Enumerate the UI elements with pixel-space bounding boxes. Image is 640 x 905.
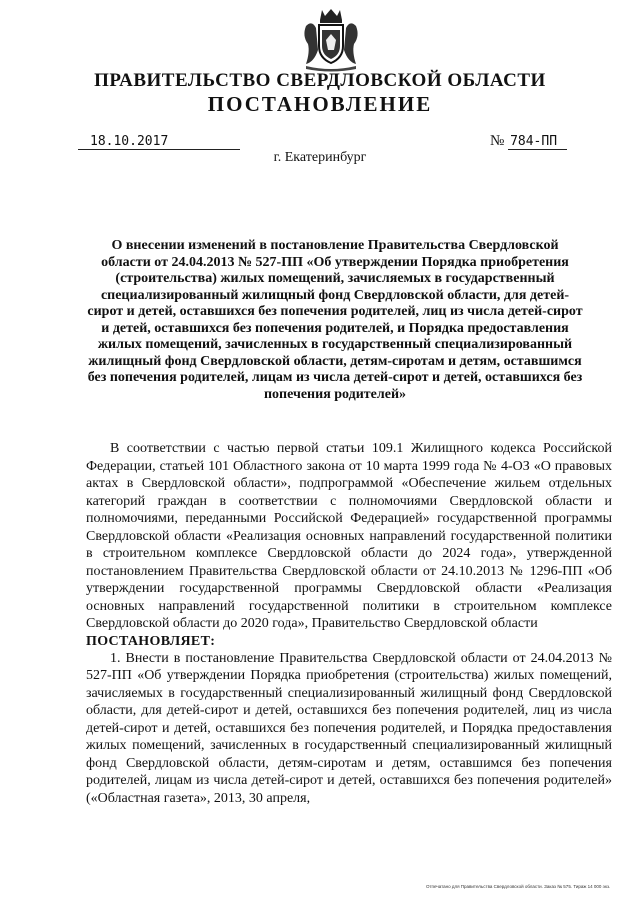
coat-of-arms-icon [300, 6, 362, 72]
document-city: г. Екатеринбург [273, 150, 367, 165]
number-prefix: № [490, 133, 505, 149]
preamble-paragraph: В соответствии с частью первой статьи 109.1 Жилищного кодекса Российской Федерации, статьей 101 Областного закона от 10 марта 1999 года № 4-ОЗ «О правовых актах в Свердловской области», подпрограммой «Обеспечение жильем отдельных категорий граждан в соответствии с полномочиями Свердловской области и полномочиями, переданными Российской Федерацией» государственной программы Свердловской области «Реализация основных направлений государственной политики в строительном комплексе Свердловской области до 2024 года», утвержденной постановлением Правительства Свердловской области от 24.10.2013 № 1296-ПП «Об утверждении государственной программы Свердловской области «Реализация основных направлений государственной политики в строительном комплексе Свердловской области до 2020 года», Правительство Свердловской области [86, 441, 612, 631]
decree-heading: ПОСТАНОВЛЯЕТ: [86, 633, 216, 649]
document-body [86, 440, 612, 807]
number-value: 784-ПП [508, 134, 567, 150]
item-1-paragraph: 1. Внести в постановление Правительства Свердловской области от 24.04.2013 № 527-ПП «Об утверждении Порядка приобретения (строительства) жилых помещений, зачисляемых в государственный специализированный жилищный фонд Свердловской области, для детей-сирот и детей, оставшихся без попечения родителей, лиц из числа детей-сирот и детей, оставшихся без попечения родителей, и Порядка предоставления жилых помещений, зачисленных в государственный специализированный жилищный фонд Свердловской области, детям-сиротам и детям, оставшимся без попечения родителей, лицам из числа детей-сирот и детей, оставшихся без попечения родителей» («Областная газета», 2013, 30 апреля, [86, 650, 612, 806]
government-name: ПРАВИТЕЛЬСТВО СВЕРДЛОВСКОЙ ОБЛАСТИ [94, 70, 546, 91]
print-footer: Отпечатано для Правительства Свердловской области. Заказ № 575. Тираж 14 000 экз. [426, 884, 611, 889]
document-type: ПОСТАНОВЛЕНИЕ [207, 92, 433, 116]
document-number [490, 134, 572, 149]
document-date: 18.10.2017 [78, 134, 240, 150]
document-subject: О внесении изменений в постановление Правительства Свердловской области от 24.04.2013 № 527-ПП «Об утверждении Порядка приобретения (строительства) жилых помещений, зачисляемых в государственный специализированный жилищный фонд Свердловской области, для детей-сирот и детей, оставшихся без попечения родителей, лиц из числа детей-сирот и детей, оставшихся без попечения родителей, и Порядка предоставления жилых помещений, зачисленных в государственный специализированный жилищный фонд Свердловской области, детям-сиротам и детям, оставшимся без попечения родителей, лицам из числа детей-сирот и детей, оставшихся без попечения родителей» [87, 238, 583, 402]
